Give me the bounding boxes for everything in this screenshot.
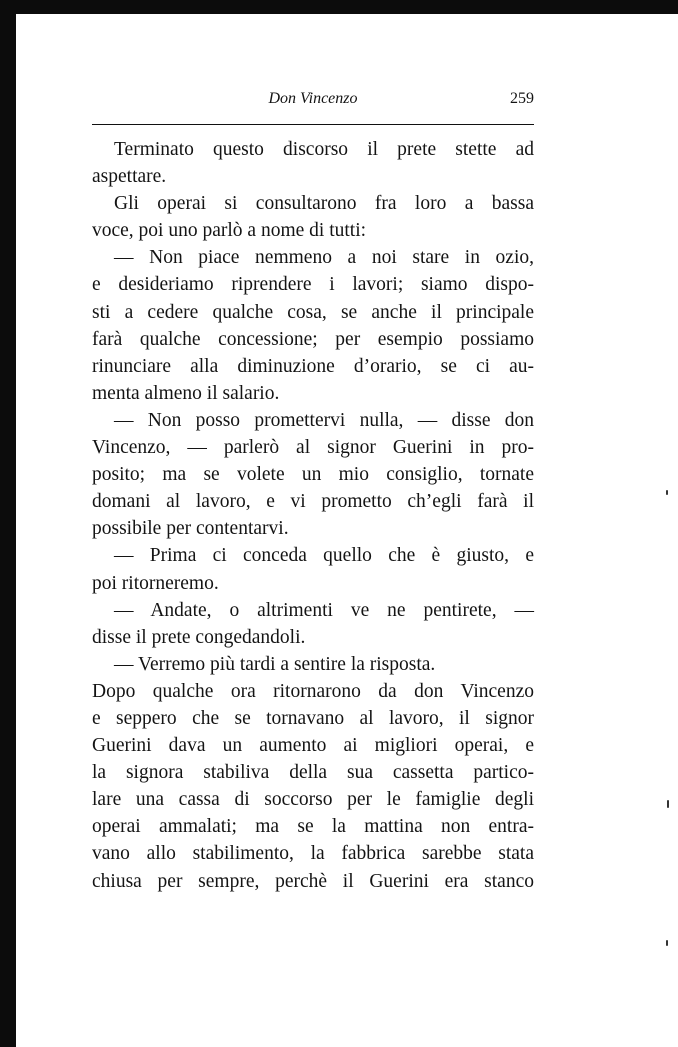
text-line: — Non posso promettervi nulla, — disse don bbox=[114, 409, 534, 431]
text-line: vano allo stabilimento, la fabbrica sarebbe stata bbox=[92, 843, 534, 865]
text-line: rinunciare alla diminuzione d’orario, se ci au- bbox=[92, 355, 534, 377]
text-line: — Andate, o altrimenti ve ne pentirete, — bbox=[114, 599, 534, 621]
text-line: lare una cassa di soccorso per le famiglie degli bbox=[92, 789, 534, 811]
text-line: chiusa per sempre, perchè il Guerini era stanco bbox=[92, 870, 534, 892]
running-title: Don Vincenzo bbox=[268, 90, 358, 107]
text-line: operai ammalati; ma se la mattina non entra- bbox=[92, 816, 534, 838]
text-line: menta almeno il salario. bbox=[92, 382, 280, 404]
text-line: Guerini dava un aumento ai migliori operai, e bbox=[92, 735, 534, 757]
text-line: Terminato questo discorso il prete stette ad bbox=[114, 139, 534, 160]
text-line: poi ritorneremo. bbox=[92, 572, 219, 594]
body-text bbox=[92, 136, 534, 895]
text-line: Vincenzo, — parlerò al signor Guerini in pro- bbox=[92, 437, 534, 459]
running-head bbox=[92, 88, 534, 114]
text-line: disse il prete congedandoli. bbox=[92, 626, 306, 648]
text-line: e desideriamo riprendere i lavori; siamo dispo- bbox=[92, 274, 534, 296]
scan-specks bbox=[666, 470, 670, 1030]
text-line: — Verremo più tardi a sentire la risposta. bbox=[114, 653, 436, 675]
page-number: 259 bbox=[510, 90, 534, 107]
scan-border-left bbox=[0, 0, 16, 1047]
text-line: aspettare. bbox=[92, 166, 167, 188]
text-line: Gli operai si consultarono fra loro a bassa bbox=[114, 193, 534, 215]
text-line: possibile per contentarvi. bbox=[92, 518, 289, 540]
text-line: Dopo qualche ora ritornarono da don Vincenzo bbox=[92, 680, 534, 702]
text-line: posito; ma se volete un mio consiglio, tornate bbox=[92, 464, 534, 486]
text-line: la signora stabiliva della sua cassetta partico- bbox=[92, 762, 534, 784]
scan-border-top bbox=[0, 0, 678, 14]
text-line: — Prima ci conceda quello che è giusto, e bbox=[114, 545, 534, 567]
text-line: — Non piace nemmeno a noi stare in ozio, bbox=[114, 247, 534, 269]
text-line: voce, poi uno parlò a nome di tutti: bbox=[92, 220, 367, 242]
text-line: farà qualche concessione; per esempio possiamo bbox=[92, 328, 534, 350]
text-line: domani al lavoro, e vi prometto ch’egli farà il bbox=[92, 491, 534, 513]
text-line: sti a cedere qualche cosa, se anche il principale bbox=[92, 301, 534, 323]
text-line: e seppero che se tornavano al lavoro, il signor bbox=[92, 707, 534, 729]
header-rule bbox=[92, 124, 534, 125]
